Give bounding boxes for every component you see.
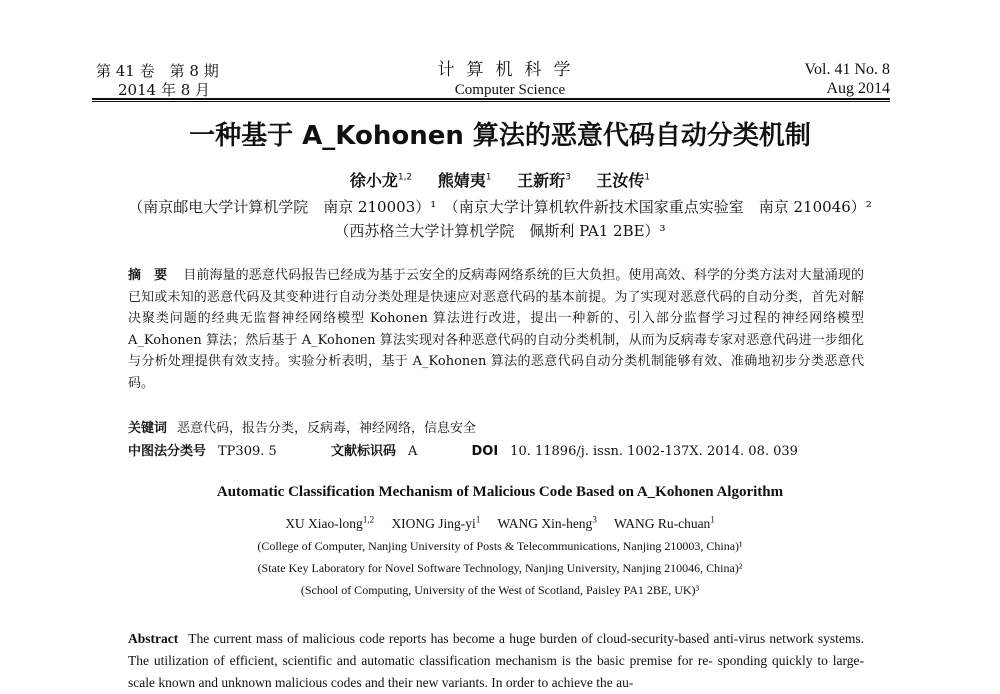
journal-issue-cn xyxy=(96,62,219,100)
header-rule-thin xyxy=(92,101,890,102)
journal-issue-en xyxy=(780,60,890,98)
abstract-cn-text: 目前海量的恶意代码报告已经成为基于云安全的反病毒网络系统的巨大负担。使用高效、科学的分类方法对大量涌现的已知或未知的恶意代码及其变种进行自动分类处理是快速应对恶意代码的基本前提。为了实现对恶意代码的自动分类，首先对解决聚类问题的经典无监督神经网络模型 Kohonen 算法进行改进，提出一种新的、引入部分监督学习过程的神经网络模型 A_Kohonen 算法；然后基于 A_Kohonen 算法实现对各种恶意代码的自动分类机制，从而为反病毒专家对恶意代码进一步细化与分析处理提供有效支持。实验分析表明，基于 A_Kohonen 算法的恶意代码自动分类机制能够有效、准确地初步分类恶意代码。 xyxy=(128,268,864,391)
author-en: WANG Ru-chuan$^1$ xyxy=(613,514,715,531)
abstract-cn xyxy=(128,265,864,394)
author-cn: 王汝传$^1$ xyxy=(596,171,651,190)
date-en: Aug 2014 xyxy=(826,80,890,97)
volume-issue-cn: 第 41 卷 第 8 期 xyxy=(96,62,219,80)
author-cn: 熊婧夷$^1$ xyxy=(437,171,492,190)
paper-title-en: Automatic Classification Mechanism of Malicious Code Based on A_Kohonen Algorithm xyxy=(216,484,784,500)
keywords-cn xyxy=(128,417,476,436)
journal-name xyxy=(420,60,600,99)
affiliation-cn-line: （南京邮电大学计算机学院 南京 210003）¹ （南京大学计算机软件新技术国家重点实验室 南京 210046）² xyxy=(128,198,872,216)
doc-code-label: 文献标识码 xyxy=(330,444,396,459)
abstract-cn-label: 摘 要 xyxy=(128,268,168,283)
affiliation-en-line: (State Key Laboratory for Novel Software Technology, Nanjing University, Nanjing 210046, China)² xyxy=(257,561,743,575)
journal-name-cn: 计算机科学 xyxy=(437,60,583,80)
doc-code-value: A xyxy=(407,444,418,459)
author-list-en xyxy=(0,514,1000,532)
date-cn: 2014 年 8 月 xyxy=(118,81,211,99)
volume-issue-en: Vol. 41 No. 8 xyxy=(804,61,890,78)
keywords-cn-label: 关键词 xyxy=(128,421,168,436)
keywords-cn-text: 恶意代码，报告分类，反病毒，神经网络，信息安全 xyxy=(177,421,477,436)
journal-name-en: Computer Science xyxy=(454,82,566,98)
clc-value: TP309. 5 xyxy=(218,444,277,459)
author-en: XIONG Jing-$yi^1$ xyxy=(391,514,481,531)
abstract-en xyxy=(128,628,864,694)
paper-title-cn: 一种基于 A_Kohonen 算法的恶意代码自动分类机制 xyxy=(189,121,811,151)
affiliation-cn-line: （西苏格兰大学计算机学院 佩斯利 PA1 2BE）³ xyxy=(334,222,666,240)
author-en: WANG Xin-heng$^3$ xyxy=(497,514,597,531)
author-cn: 徐小龙$^{1,2}$ xyxy=(349,171,413,190)
doi-label: DOI xyxy=(471,444,499,459)
clc-label: 中图法分类号 xyxy=(128,444,207,459)
affiliation-en-line: (College of Computer, Nanjing University of Posts & Telecommunications, Nanjing 210003, China)¹ xyxy=(257,539,743,553)
affiliation-en-line: (School of Computing, University of the West of Scotland, Paisley PA1 2BE, UK)³ xyxy=(300,583,700,597)
abstract-en-label: Abstract xyxy=(128,631,179,646)
author-en: XU Xiao-long$^{1,2}$ xyxy=(285,514,375,531)
header-rule-thick xyxy=(92,98,890,100)
doi-value: 10. 11896/j. issn. 1002-137X. 2014. 08. 039 xyxy=(510,444,798,459)
author-cn: 王新珩$^3$ xyxy=(517,171,571,190)
author-list-cn xyxy=(0,168,1000,191)
abstract-en-text: The current mass of malicious code reports has become a huge burden of cloud-security-based anti-virus network systems. The utilization of efficient, scientific and automatic classification mechanism is the basic premise for re- sponding quickly to large-scale known and unknown malicious codes and their new variants. In order to achieve the au- xyxy=(128,631,864,690)
classification-line xyxy=(128,440,798,459)
